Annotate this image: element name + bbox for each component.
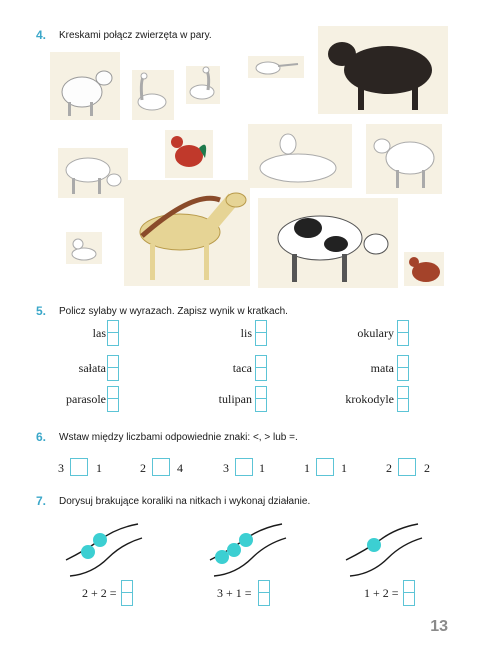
syllable-box[interactable] [107,355,119,381]
comparison-right-number: 1 [96,461,102,475]
goose-illustration[interactable] [132,70,174,120]
comparison-right-number: 1 [259,461,265,475]
syllable-box[interactable] [255,320,267,346]
comparison-sign-box[interactable] [70,458,88,476]
exercise-5-number: 5. [36,304,47,318]
comparison-sign-box[interactable] [152,458,170,476]
comparison-sign-box[interactable] [316,458,334,476]
word-label: lis [240,326,252,340]
comparison-left-number: 3 [58,461,64,475]
duckling-illustration[interactable] [66,232,102,264]
comparison-sign-box[interactable] [398,458,416,476]
word-label: okulary [357,326,394,340]
syllable-box[interactable] [397,355,409,381]
horse-illustration[interactable] [124,180,250,286]
bead-string-1[interactable] [60,516,146,580]
word-label: las [92,326,106,340]
equation-label: 3 + 1 = [217,586,252,600]
bead-string-3[interactable] [340,516,426,580]
word-label: mata [370,361,394,375]
comparison-right-number: 1 [341,461,347,475]
answer-box[interactable] [121,580,133,606]
equation-label: 1 + 2 = [364,586,399,600]
exercise-5-instruction: Policz sylaby w wyrazach. Zapisz wynik w kratkach. [59,306,288,317]
goat-illustration[interactable] [58,148,128,198]
comparison-left-number: 3 [223,461,229,475]
answer-box[interactable] [403,580,415,606]
syllable-box[interactable] [255,386,267,412]
word-label: sałata [78,361,106,375]
exercise-7-number: 7. [36,494,47,508]
rooster-illustration[interactable] [165,130,213,178]
exercise-6-instruction: Wstaw między liczbami odpowiednie znaki: <, > lub =. [59,432,298,443]
bead [239,533,253,547]
bull-illustration[interactable] [318,26,448,114]
syllable-box[interactable] [107,386,119,412]
bead [81,545,95,559]
cow-illustration[interactable] [258,198,398,288]
word-label: tulipan [218,392,252,406]
word-label: krokodyle [345,392,394,406]
equation-label: 2 + 2 = [82,586,117,600]
word-label: parasole [66,392,106,406]
answer-box[interactable] [258,580,270,606]
exercise-6-number: 6. [36,430,47,444]
goose-illustration[interactable] [186,66,220,104]
comparison-left-number: 1 [304,461,310,475]
syllable-box[interactable] [397,386,409,412]
syllable-box[interactable] [397,320,409,346]
comparison-right-number: 4 [177,461,183,475]
hen-illustration[interactable] [404,252,444,286]
bead-string-2[interactable] [204,516,290,580]
page-number: 13 [430,618,448,635]
goose-illustration[interactable] [248,56,304,78]
sheep-illustration[interactable] [50,52,120,120]
exercise-7-instruction: Dorysuj brakujące koraliki na nitkach i wykonaj działanie. [59,496,311,507]
exercise-4-number: 4. [36,28,47,42]
exercise-4-instruction: Kreskami połącz zwierzęta w pary. [59,30,212,41]
bead [367,538,381,552]
comparison-right-number: 2 [424,461,430,475]
comparison-left-number: 2 [386,461,392,475]
comparison-sign-box[interactable] [235,458,253,476]
comparison-left-number: 2 [140,461,146,475]
bead [93,533,107,547]
bead [215,550,229,564]
word-label: taca [232,361,252,375]
syllable-box[interactable] [255,355,267,381]
goat-illustration[interactable] [248,124,352,188]
bead [227,543,241,557]
sheep-illustration[interactable] [366,124,442,194]
syllable-box[interactable] [107,320,119,346]
